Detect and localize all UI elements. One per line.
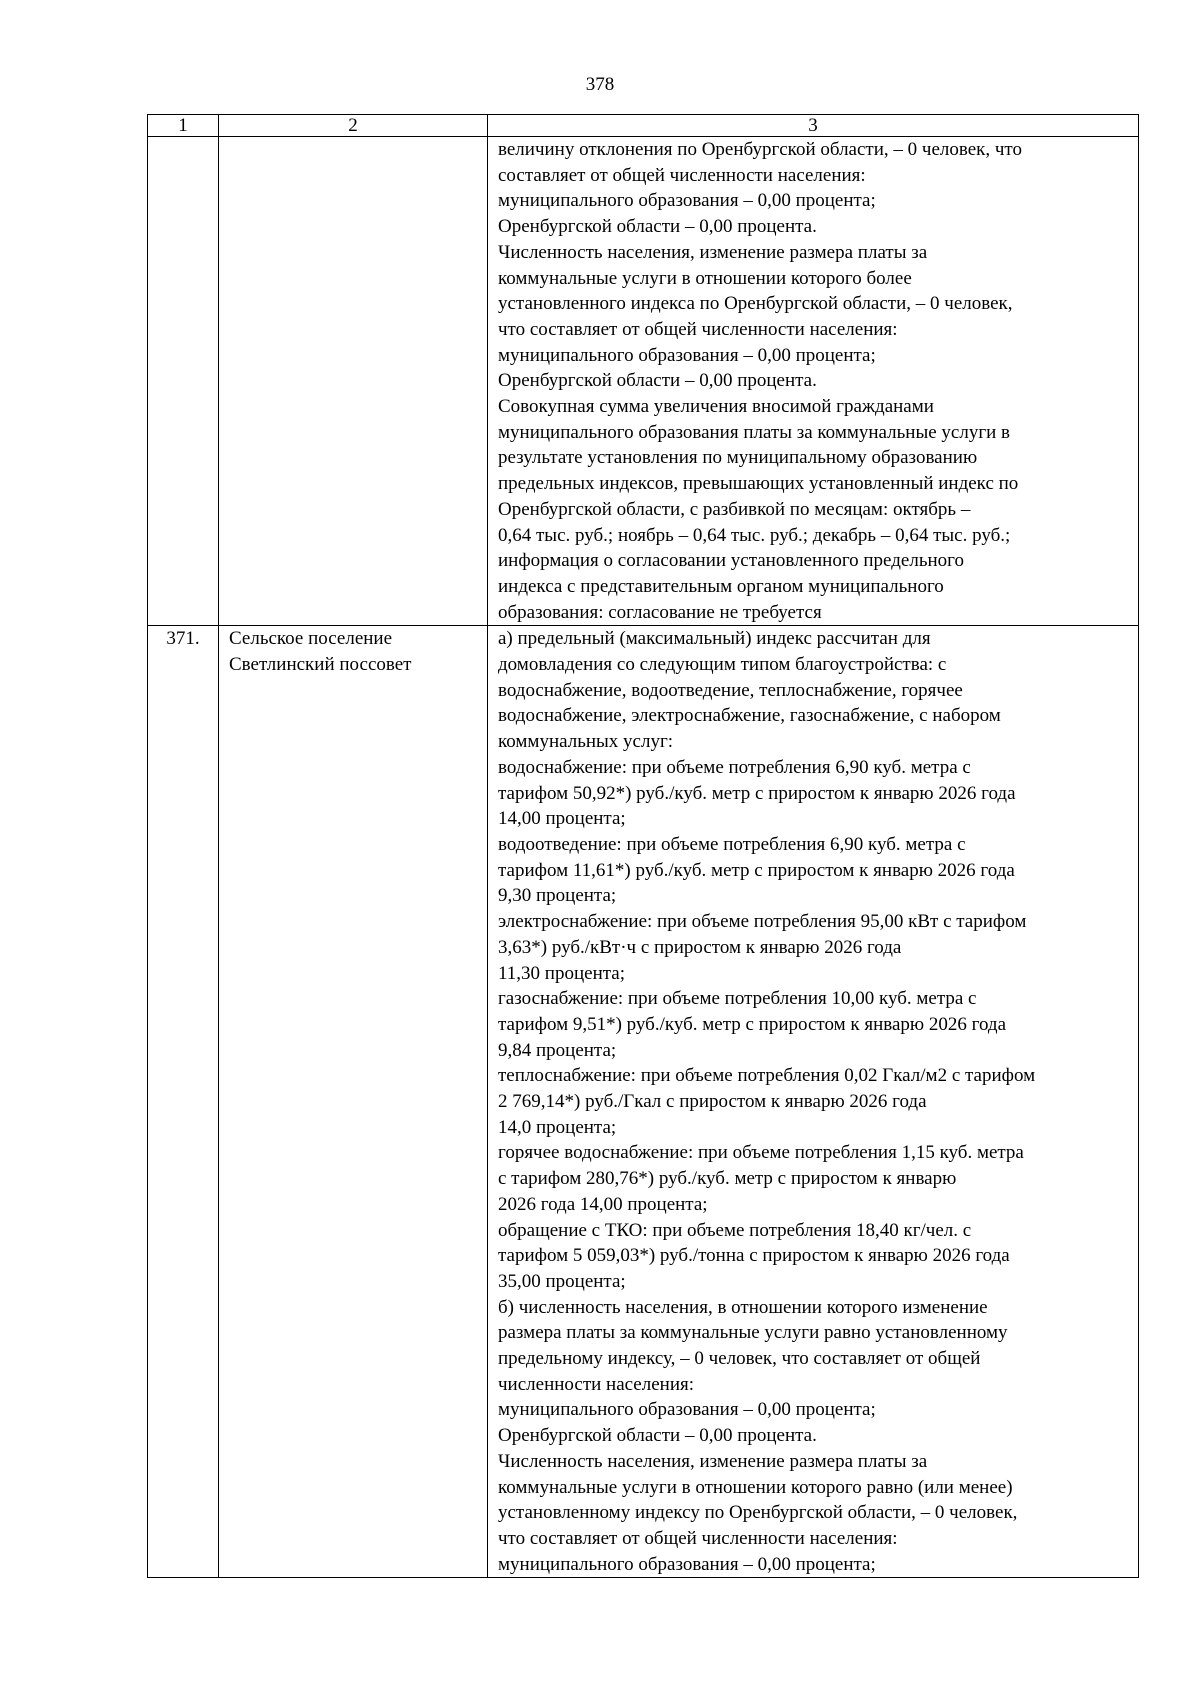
description-line: электроснабжение: при объеме потребления 95,00 кВт с тарифом xyxy=(498,911,1027,933)
description-line: коммунальных услуг: xyxy=(498,731,674,753)
description-line: водоснабжение, электроснабжение, газоснабжение, с набором xyxy=(498,705,1001,727)
description-line: коммунальные услуги в отношении которого более xyxy=(498,267,912,289)
description-line: численности населения: xyxy=(498,1373,695,1395)
description-line: составляет от общей численности населения: xyxy=(498,164,866,186)
description-line: 2 769,14*) руб./Гкал с приростом к январю 2026 года xyxy=(498,1091,927,1113)
description-line: 14,00 процента; xyxy=(498,808,626,830)
description-line: б) численность населения, в отношении которого изменение xyxy=(498,1296,988,1318)
description-line: предельному индексу, – 0 человек, что составляет от общей xyxy=(498,1348,981,1370)
description-line: водоотведение: при объеме потребления 6,90 куб. метра с xyxy=(498,833,966,855)
description-line: муниципального образования – 0,00 процента; xyxy=(498,1399,876,1421)
description-line: обращение с ТКО: при объеме потребления 18,40 кг/чел. с xyxy=(498,1219,972,1241)
description-line: Численность населения, изменение размера платы за xyxy=(498,1450,928,1472)
description-line: муниципального образования – 0,00 процента; xyxy=(498,344,876,366)
description-line: что составляет от общей численности населения: xyxy=(498,318,898,340)
description-line: 11,30 процента; xyxy=(498,962,625,984)
page-number: 378 xyxy=(585,74,615,95)
column-header-1: 1 xyxy=(148,115,219,137)
description-line: Оренбургской области, с разбивкой по месяцам: октябрь – xyxy=(498,498,971,520)
description-line: тарифом 50,92*) руб./куб. метр с приростом к январю 2026 года xyxy=(498,782,1016,804)
row-number-cell xyxy=(148,626,219,1578)
description-line: индекса с представительным органом муниципального xyxy=(498,575,944,597)
municipality-name-line: Светлинский поссовет xyxy=(229,654,412,676)
description-line: информация о согласовании установленного предельного xyxy=(498,550,964,572)
municipality-cell xyxy=(219,626,488,1578)
description-line: водоснабжение: при объеме потребления 6,90 куб. метра с xyxy=(498,756,971,778)
table-row xyxy=(148,626,1139,1578)
description-line: 14,0 процента; xyxy=(498,1116,617,1138)
description-line: что составляет от общей численности населения: xyxy=(498,1527,898,1549)
municipality-name-line: Сельское поселение xyxy=(229,628,393,650)
description-line: а) предельный (максимальный) индекс рассчитан для xyxy=(498,628,931,650)
description-line: Совокупная сумма увеличения вносимой гражданами xyxy=(498,396,934,418)
municipality-cell xyxy=(219,137,488,626)
description-line: горячее водоснабжение: при объеме потребления 1,15 куб. метра xyxy=(498,1142,1024,1164)
description-line: размера платы за коммунальные услуги равно установленному xyxy=(498,1322,1008,1344)
description-line: установленного индекса по Оренбургской области, – 0 человек, xyxy=(498,293,1013,315)
table-header-row xyxy=(148,115,1139,137)
description-line: величину отклонения по Оренбургской области, – 0 человек, что xyxy=(498,139,1022,160)
description-line: 3,63*) руб./кВт·ч с приростом к январю 2026 года xyxy=(498,936,902,958)
description-line: результате установления по муниципальному образованию xyxy=(498,447,978,469)
description-line: теплоснабжение: при объеме потребления 0,02 Гкал/м2 с тарифом xyxy=(498,1065,1036,1087)
description-line: 35,00 процента; xyxy=(498,1270,626,1292)
description-cell xyxy=(488,626,1139,1578)
table-row xyxy=(148,137,1139,626)
description-line: Оренбургской области – 0,00 процента. xyxy=(498,1425,817,1447)
description-line: водоснабжение, водоотведение, теплоснабжение, горячее xyxy=(498,679,963,701)
description-cell xyxy=(488,137,1139,626)
description-line: домовладения со следующим типом благоустройства: с xyxy=(498,654,947,676)
description-line: тарифом 9,51*) руб./куб. метр с приростом к январю 2026 года xyxy=(498,1013,1006,1035)
description-line: газоснабжение: при объеме потребления 10,00 куб. метра с xyxy=(498,988,977,1010)
description-line: тарифом 5 059,03*) руб./тонна с приростом к январю 2026 года xyxy=(498,1245,1010,1267)
description-line: муниципального образования – 0,00 процента; xyxy=(498,190,876,212)
description-line: 9,30 процента; xyxy=(498,885,617,907)
row-number: 371. xyxy=(166,628,200,650)
description-line: Численность населения, изменение размера платы за xyxy=(498,241,928,263)
description-line: муниципального образования платы за коммунальные услуги в xyxy=(498,421,1010,443)
column-header-3: 3 xyxy=(488,115,1139,137)
description-line: коммунальные услуги в отношении которого равно (или менее) xyxy=(498,1476,1013,1498)
description-line: образования: согласование не требуется xyxy=(498,601,822,623)
description-line: 0,64 тыс. руб.; ноябрь – 0,64 тыс. руб.; декабрь – 0,64 тыс. руб.; xyxy=(498,524,1011,546)
description-line: установленному индексу по Оренбургской области, – 0 человек, xyxy=(498,1502,1018,1524)
description-line: с тарифом 280,76*) руб./куб. метр с приростом к январю xyxy=(498,1168,957,1190)
description-line: 2026 года 14,00 процента; xyxy=(498,1193,708,1215)
description-line: Оренбургской области – 0,00 процента. xyxy=(498,216,817,238)
description-line: 9,84 процента; xyxy=(498,1039,617,1061)
row-number-cell xyxy=(148,137,219,626)
description-line: тарифом 11,61*) руб./куб. метр с приростом к январю 2026 года xyxy=(498,859,1015,881)
description-line: муниципального образования – 0,00 процента; xyxy=(498,1553,876,1575)
description-line: предельных индексов, превышающих установленный индекс по xyxy=(498,473,1019,495)
column-header-2: 2 xyxy=(219,115,488,137)
description-line: Оренбургской области – 0,00 процента. xyxy=(498,370,817,392)
tariff-index-table xyxy=(147,114,1139,1578)
